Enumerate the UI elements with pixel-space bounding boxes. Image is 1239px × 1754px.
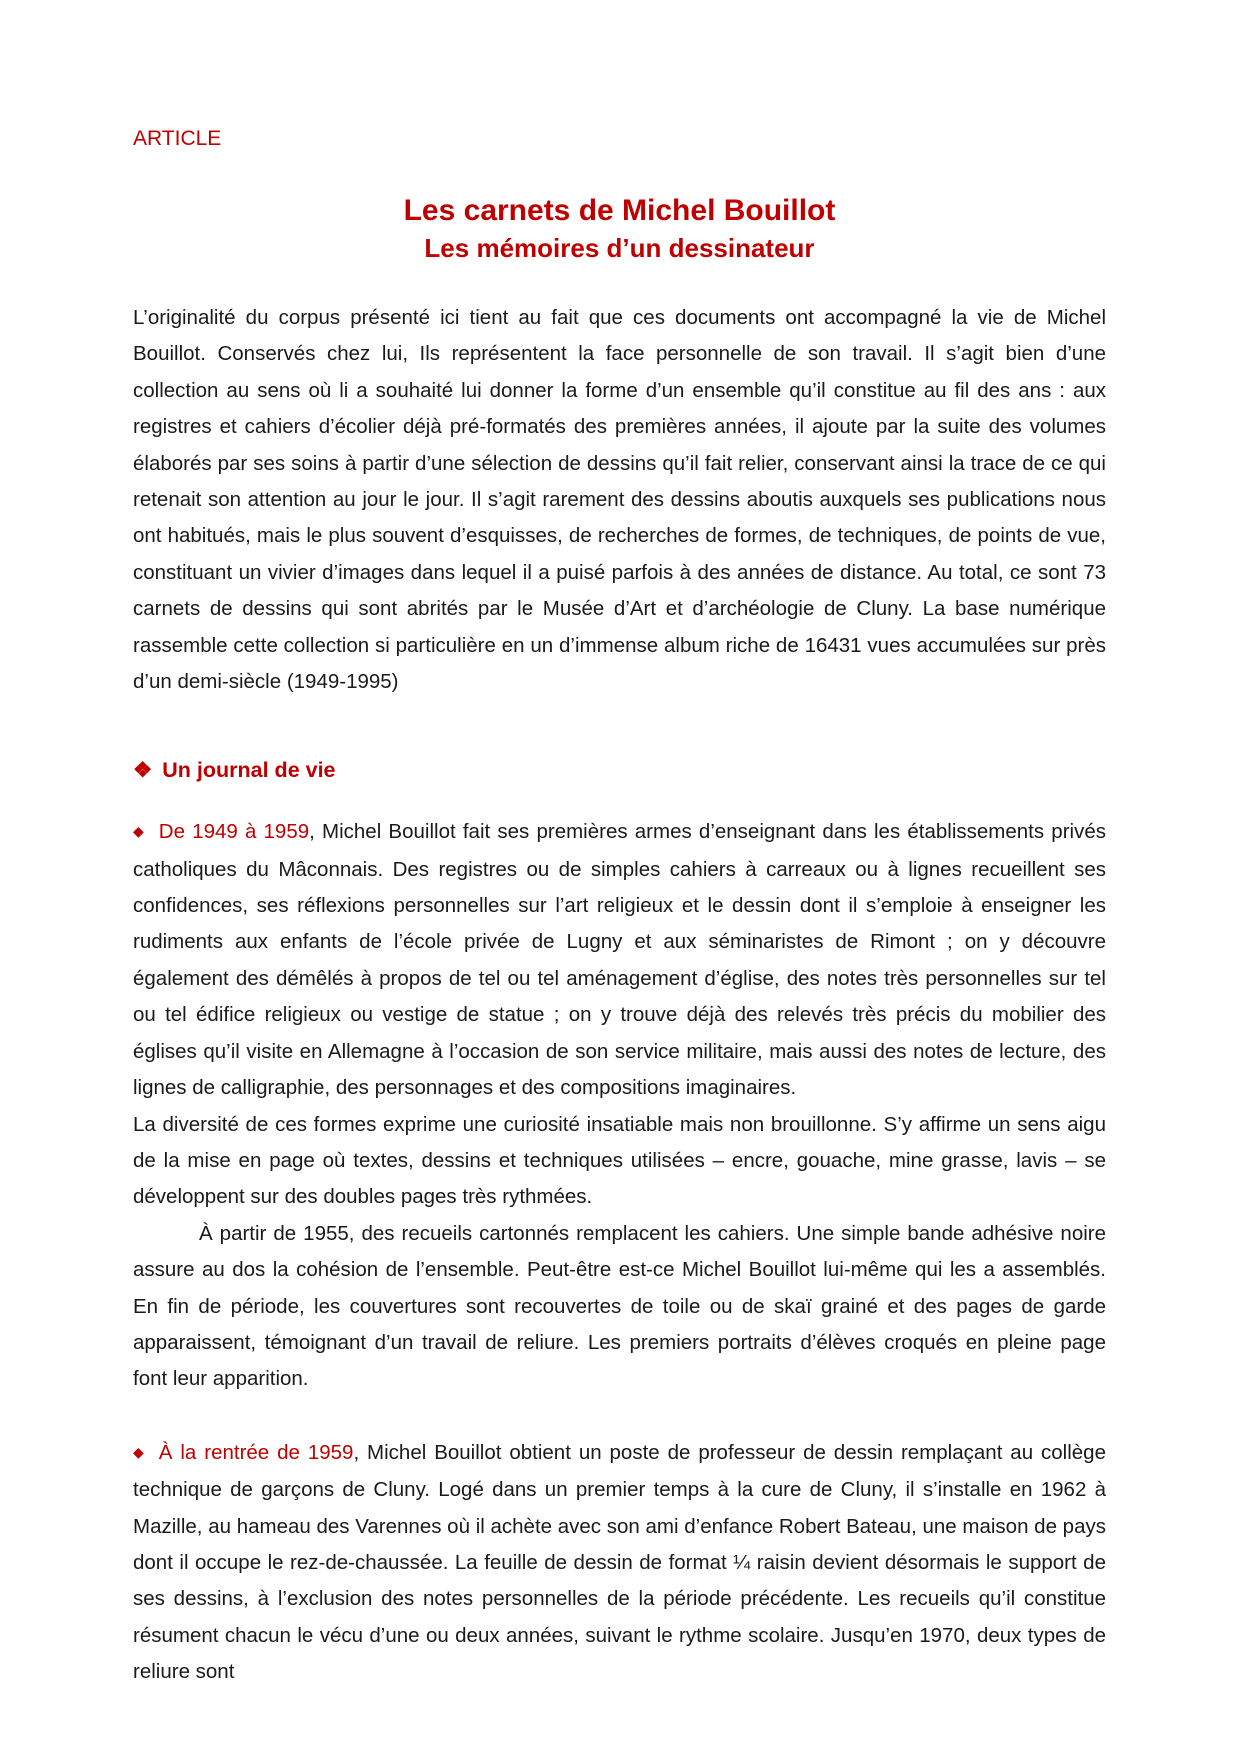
section-heading [133,758,1106,784]
bullet-lead-red-text: À la rentrée de 1959 [158,1440,354,1464]
bullet-paragraph-1959 [133,1435,1106,1691]
page-title: Les carnets de Michel Bouillot [403,194,836,228]
bullet-diamond-icon: ◆ [133,1443,144,1460]
paragraph-1955: À partir de 1955, des recueils cartonnés remplacent les cahiers. Une simple bande adhésive noire assure au dos la cohésion de l’ensemble. Peut-être est-ce Michel Bouillot lui-même qui les a assemblés. En fin de période, les couvertures sont recouvertes de toile ou de skaï grainé et des pages de garde apparaissent, témoignant d’un travail de reliure. Les premiers portraits d’élèves croqués en pleine page font leur apparition. [133,1221,1106,1391]
section-diamond-icon: ❖ [133,758,153,783]
bullet-lead-red-text: De 1949 à 1959 [158,820,310,844]
bullet-body-text: , Michel Bouillot fait ses premières armes d’enseignant dans les établissements privés catholiques du Mâconnais. Des registres ou de simples cahiers à carreaux ou à lignes recueillent ses confidences, ses réflexions personnelles sur l’art religieux et le dessin dont il s’emploie à enseigner les rudiments aux enfants de l’école privée de Lugny et aux séminaristes de Rimont ; on y découvre également des démêlés à propos de tel ou tel aménagement d’église, des notes très personnelles sur tel ou tel édifice religieux ou vestige de statue ; on y trouve déjà des relevés très précis du mobilier des églises qu’il visite en Allemagne à l’occasion de son service militaire, mais aussi des notes de lecture, des lignes de calligraphie, des personnages et des compositions imaginaires. [133,820,1106,1100]
intro-paragraph: L’originalité du corpus présenté ici tient au fait que ces documents ont accompagné la vie de Michel Bouillot. Conservés chez lui, Ils représentent la face personnelle de son travail. Il s’agit bien d’une collection au sens où li a souhaité lui donner la forme d’un ensemble qu’il constitue au fil des ans : aux registres et cahiers d’écolier déjà pré-formatés des premières années, il ajoute par la suite des volumes élaborés par ses soins à partir d’une sélection de dessins qu’il fait relier, conservant ainsi la trace de ce qui retenait son attention au jour le jour. Il s’agit rarement des dessins aboutis auxquels ses publications nous ont habitués, mais le plus souvent d’esquisses, de recherches de formes, de techniques, de points de vue, constituant un vivier d’images dans lequel il a puisé parfois à des années de distance. Au total, ce sont 73 carnets de dessins qui sont abrités par le Musée d’Art et d’archéologie de Cluny. La base numérique rassemble cette collection si particulière en un d’immense album riche de 16431 vues accumulées sur près d’un demi-siècle (1949-1995) [133,305,1106,694]
page-subtitle: Les mémoires d’un dessinateur [424,233,815,264]
title-block [133,191,1106,266]
bullet-diamond-icon: ◆ [133,823,144,840]
bullet-paragraph-1949 [133,814,1106,1106]
article-kicker: ARTICLE [133,127,222,150]
paragraph-diversite: La diversité de ces formes exprime une curiosité insatiable mais non brouillonne. S’y affirme un sens aigu de la mise en page où textes, dessins et techniques utilisées – encre, gouache, mine grasse, lavis – se développent sur des doubles pages très rythmées. [133,1112,1106,1209]
section-heading-label: Un journal de vie [162,758,336,783]
bullet-body-text: , Michel Bouillot obtient un poste de professeur de dessin remplaçant au collège technique de garçons de Cluny. Logé dans un premier temps à la cure de Cluny, il s’installe en 1962 à Mazille, au hameau des Varennes où il achète avec son ami d’enfance Robert Bateau, une maison de pays dont il occupe le rez-de-chaussée. La feuille de dessin de format ¼ raisin devient désormais le support de ses dessins, à l’exclusion des notes personnelles de la période précédente. Les recueils qu’il constitue résument chacun le vécu d’une ou deux années, suivant le rythme scolaire. Jusqu’en 1970, deux types de reliure sont [133,1440,1106,1684]
